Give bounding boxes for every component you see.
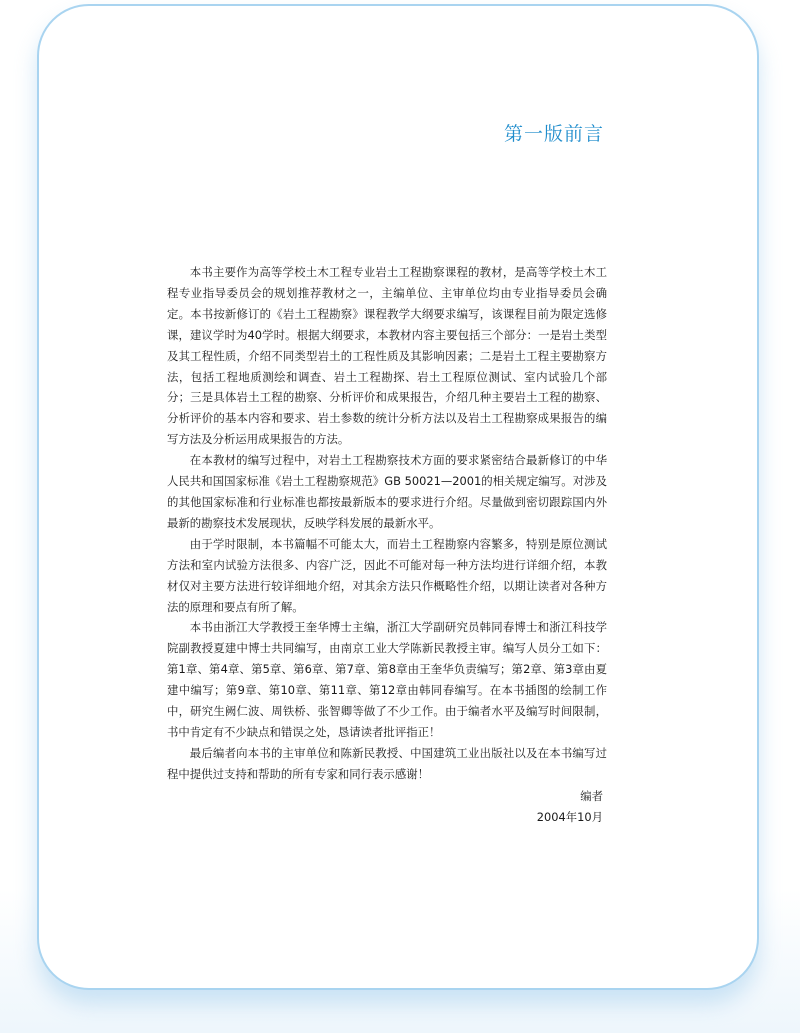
signature-block	[537, 786, 603, 828]
signature-author: 编者	[580, 789, 603, 803]
paragraph: 最后编者向本书的主审单位和陈新民教授、中国建筑工业出版社以及在本书编写过程中提供过支持和帮助的所有专家和同行表示感谢！	[167, 745, 607, 781]
page-title: 第一版前言	[503, 123, 604, 145]
paragraph: 本书主要作为高等学校土木工程专业岩土工程勘察课程的教材，是高等学校土木工程专业指导委员会的规划推荐教材之一，主编单位、主审单位均由专业指导委员会确定。本书按新修订的《岩土工程勘察》课程教学大纲要求编写，该课程目前为限定选修课，建议学时为40学时。根据大纲要求，本教材内容主要包括三个部分：一是岩土类型及其工程性质，介绍不同类型岩土的工程性质及其影响因素；二是岩土工程主要勘察方法，包括工程地质测绘和调查、岩土工程勘探、岩土工程原位测试、室内试验几个部分；三是具体岩土工程的勘察、分析评价和成果报告，介绍几种主要岩土工程的勘察、分析评价的基本内容和要求、岩土参数的统计分析方法以及岩土工程勘察成果报告的编写方法及分析运用成果报告的方法。	[167, 265, 607, 447]
paragraph: 由于学时限制，本书篇幅不可能太大，而岩土工程勘察内容繁多，特别是原位测试方法和室内试验方法很多、内容广泛，因此不可能对每一种方法均进行详细介绍，本教材仅对主要方法进行较详细地介绍，对其余方法只作概略性介绍，以期让读者对各种方法的原理和要点有所了解。	[167, 536, 607, 614]
signature-date: 2004年10月	[536, 810, 603, 824]
preface-body	[167, 262, 607, 785]
paragraph: 本书由浙江大学教授王奎华博士主编，浙江大学副研究员韩同春博士和浙江科技学院副教授夏建中博士共同编写，由南京工业大学陈新民教授主审。编写人员分工如下：第1章、第4章、第5章、第6章、第7章、第8章由王奎华负责编写；第2章、第3章由夏建中编写；第9章、第10章、第11章、第12章由韩同春编写。在本书插图的绘制工作中，研究生阙仁波、周铁桥、张智卿等做了不少工作。由于编者水平及编写时间限制，书中肯定有不少缺点和错误之处，恳请读者批评指正！	[167, 620, 607, 739]
paragraph: 在本教材的编写过程中，对岩土工程勘察技术方面的要求紧密结合最新修订的中华人民共和国国家标准《岩土工程勘察规范》GB 50021—2001的相关规定编写。对涉及的其他国家标准和行业标准也都按最新版本的要求进行介绍。尽量做到密切跟踪国内外最新的勘察技术发展现状，反映学科发展的最新水平。	[167, 453, 607, 530]
